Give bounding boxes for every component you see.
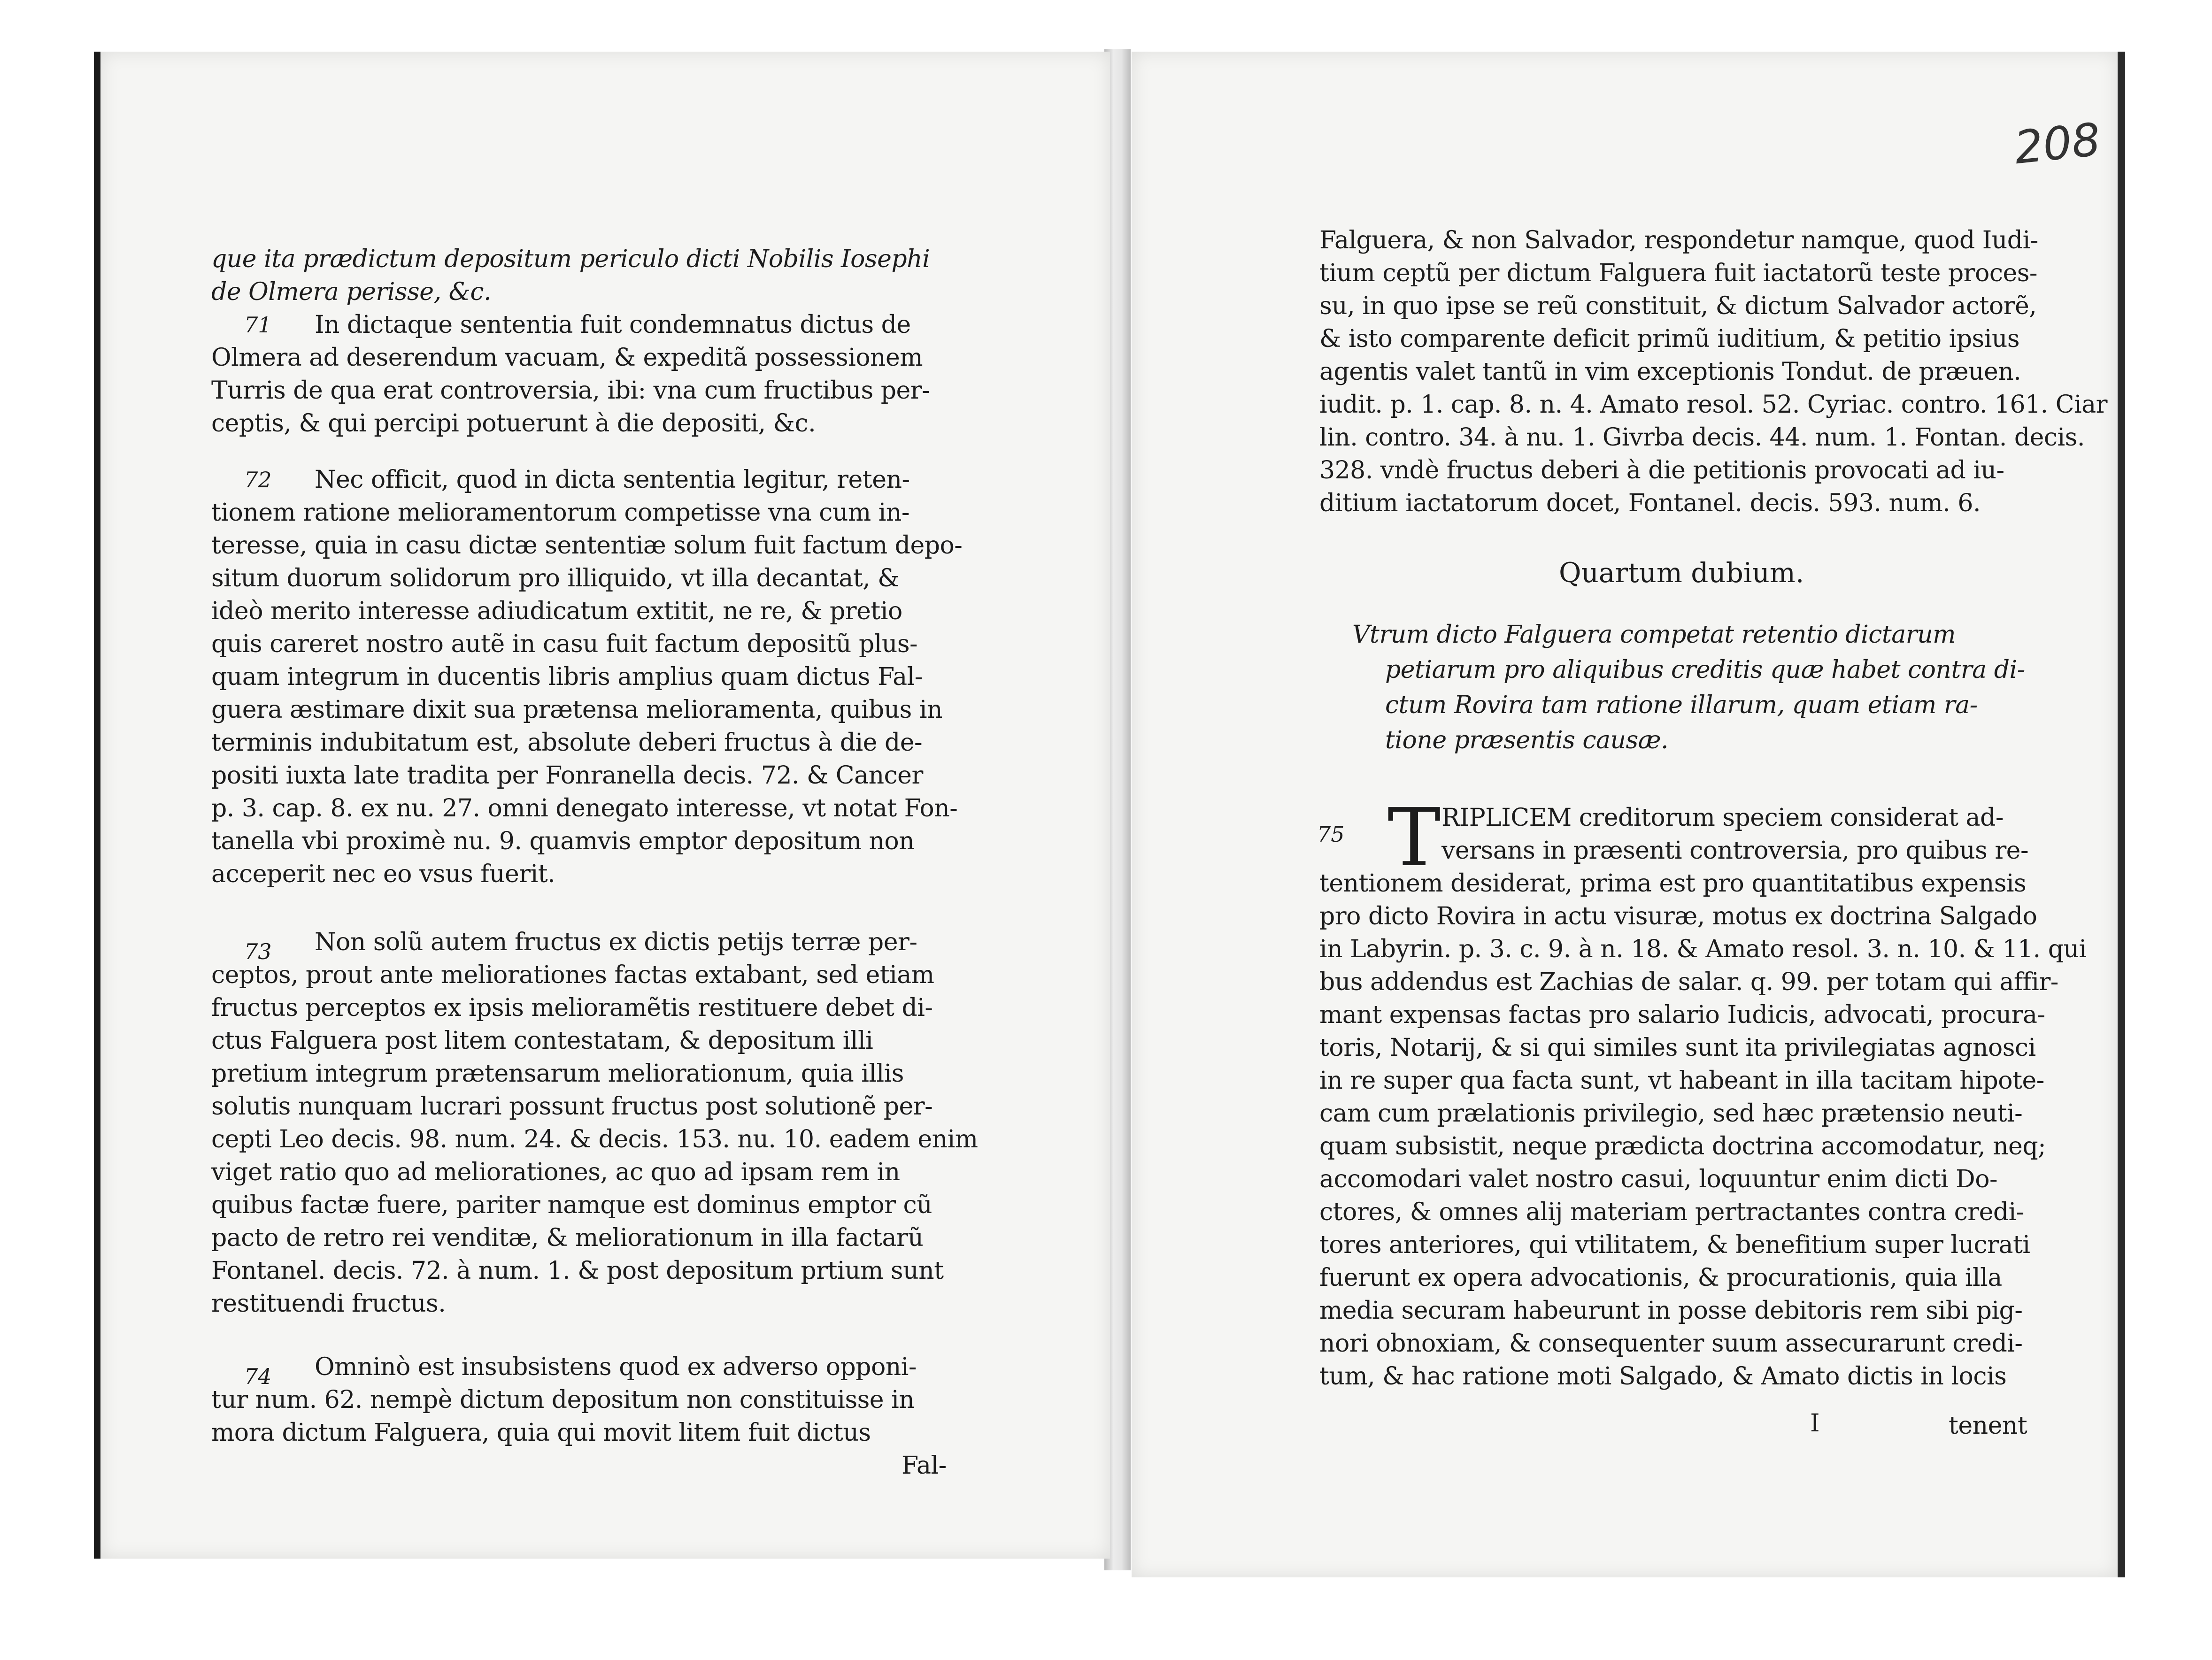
text-line: viget ratio quo ad meliorationes, ac quo ad ipsam rem in xyxy=(211,1158,900,1186)
text-line: ctores, & omnes alij materiam pertractantes contra credi- xyxy=(1319,1198,2024,1226)
paragraph-number: 73 xyxy=(244,939,272,964)
text-line: quam subsistit, neque prædicta doctrina accomodatur, neq; xyxy=(1319,1132,2046,1160)
text-line: tanella vbi proximè nu. 9. quamvis emptor depositum non xyxy=(211,827,915,855)
text-line: in re super qua facta sunt, vt habeant in illa tacitam hipote- xyxy=(1319,1067,2044,1095)
text-line: Olmera ad deserendum vacuam, & expeditã possessionem xyxy=(211,344,923,372)
text-line: mora dictum Falguera, quia qui movit litem fuit dictus xyxy=(211,1419,871,1447)
text-line: Falguera, & non Salvador, respondetur namque, quod Iudi- xyxy=(1319,226,2038,254)
text-line: lin. contro. 34. à nu. 1. Givrba decis. 44. num. 1. Fontan. decis. xyxy=(1319,423,2085,452)
text-line: Turris de qua erat controversia, ibi: vna cum fructibus per- xyxy=(211,377,930,405)
text-line: tores anteriores, qui vtilitatem, & benefitium super lucrati xyxy=(1319,1231,2030,1259)
text-line: ceptos, prout ante meliorationes factas extabant, sed etiam xyxy=(211,961,934,989)
text-line: iudit. p. 1. cap. 8. n. 4. Amato resol. 52. Cyriac. contro. 161. Ciar xyxy=(1319,391,2107,419)
text-line: bus addendus est Zachias de salar. q. 99. per totam qui affir- xyxy=(1319,968,2058,996)
text-line: restituendi fructus. xyxy=(211,1290,446,1318)
text-line: & isto comparente deficit primũ iuditium, & petitio ipsius xyxy=(1319,325,2020,353)
text-line: terminis indubitatum est, absolute deberi fructus à die de- xyxy=(211,729,923,757)
text-line: tentionem desiderat, prima est pro quantitatibus expensis xyxy=(1319,869,2027,898)
text-line: nori obnoxiam, & consequenter suum assecurarunt credi- xyxy=(1319,1330,2023,1358)
text-line: teresse, quia in casu dictæ sententiæ solum fuit factum depo- xyxy=(211,531,963,560)
text-line: Omninò est insubsistens quod ex adverso opponi- xyxy=(315,1353,917,1381)
text-line: ctus Falguera post litem contestatam, & depositum illi xyxy=(211,1027,873,1055)
catchword: Fal- xyxy=(902,1452,947,1480)
text-line: tium ceptũ per dictum Falguera fuit iactatorũ teste proces- xyxy=(1319,259,2037,287)
text-line: quam integrum in ducentis libris amplius quam dictus Fal- xyxy=(211,663,923,691)
text-line: mant expensas factas pro salario Iudicis, advocati, procura- xyxy=(1319,1001,2045,1029)
text-line: de Olmera perisse, &c. xyxy=(211,278,492,306)
text-line: fructus perceptos ex ipsis melioramẽtis restituere debet di- xyxy=(211,994,933,1022)
paragraph-number: 71 xyxy=(244,312,272,338)
text-line: su, in quo ipse se reũ constituit, & dictum Salvador actorẽ, xyxy=(1319,292,2037,320)
text-line: tur num. 62. nempè dictum depositum non constituisse in xyxy=(211,1386,915,1414)
text-line: positi iuxta late tradita per Fonranella decis. 72. & Cancer xyxy=(211,761,923,790)
text-line: pacto de retro rei venditæ, & meliorationum in illa factarũ xyxy=(211,1224,924,1252)
paragraph-number: 75 xyxy=(1317,822,1345,847)
text-line: ideò merito interesse adiudicatum extitit, ne re, & pretio xyxy=(211,597,902,625)
text-line: quis careret nostro autẽ in casu fuit factum depositũ plus- xyxy=(211,630,918,658)
question-line: Vtrum dicto Falguera competat retentio dictarum xyxy=(1352,621,1956,649)
text-line: ditium iactatorum docet, Fontanel. decis. 593. num. 6. xyxy=(1319,489,1981,517)
text-line: situm duorum solidorum pro illiquido, vt illa decantat, & xyxy=(211,564,899,592)
text-line: pro dicto Rovira in actu visuræ, motus ex doctrina Salgado xyxy=(1319,902,2037,930)
text-line: agentis valet tantũ in vim exceptionis Tondut. de præuen. xyxy=(1319,358,2021,386)
text-line: pretium integrum prætensarum meliorationum, quia illis xyxy=(211,1060,904,1088)
text-line: accomodari valet nostro casui, loquuntur enim dicti Do- xyxy=(1319,1165,1998,1193)
text-line: fuerunt ex opera advocationis, & procurationis, quia illa xyxy=(1319,1264,2002,1292)
signature-mark: I xyxy=(1810,1409,1820,1437)
text-line: quibus factæ fuere, pariter namque est dominus emptor cũ xyxy=(211,1191,933,1219)
text-line: acceperit nec eo vsus fuerit. xyxy=(211,860,555,888)
text-line: solutis nunquam lucrari possunt fructus post solutionẽ per- xyxy=(211,1092,933,1121)
text-line: Non solũ autem fructus ex dictis petijs terræ per- xyxy=(315,928,917,956)
text-line: toris, Notarij, & si qui similes sunt ita privilegiatas agnosci xyxy=(1319,1034,2036,1062)
text-line: versans in præsenti controversia, pro quibus re- xyxy=(1441,837,2029,865)
text-line: Fontanel. decis. 72. à num. 1. & post depositum prtium sunt xyxy=(211,1257,944,1285)
text-line: In dictaque sententia fuit condemnatus dictus de xyxy=(315,311,911,339)
text-line: in Labyrin. p. 3. c. 9. à n. 18. & Amato resol. 3. n. 10. & 11. qui xyxy=(1319,935,2087,963)
drop-cap-letter: T xyxy=(1387,792,1441,884)
catchword: tenent xyxy=(1949,1412,2027,1440)
question-line: tione præsentis causæ. xyxy=(1385,726,1669,754)
folio-number: 208 xyxy=(2012,113,2103,175)
text-line: p. 3. cap. 8. ex nu. 27. omni denegato interesse, vt notat Fon- xyxy=(211,794,958,822)
question-line: ctum Rovira tam ratione illarum, quam etiam ra- xyxy=(1385,691,1978,719)
text-line: Nec officit, quod in dicta sententia legitur, reten- xyxy=(315,466,910,494)
text-line: ceptis, & qui percipi potuerunt à die depositi, &c. xyxy=(211,409,816,438)
text-line: cepti Leo decis. 98. num. 24. & decis. 153. nu. 10. eadem enim xyxy=(211,1125,978,1153)
text-line: tionem ratione melioramentorum competisse vna cum in- xyxy=(211,499,909,527)
text-line: cam cum prælationis privilegio, sed hæc prætensio neuti- xyxy=(1319,1099,2023,1128)
paragraph-number: 72 xyxy=(244,467,272,492)
text-line: media securam habeurunt in posse debitoris rem sibi pig- xyxy=(1319,1297,2023,1325)
text-line: tum, & hac ratione moti Salgado, & Amato dictis in locis xyxy=(1319,1362,2007,1391)
text-line: 328. vndè fructus deberi à die petitionis provocati ad iu- xyxy=(1319,456,2004,484)
section-heading: Quartum dubium. xyxy=(1559,557,1804,589)
question-line: petiarum pro aliquibus creditis quæ habet contra di- xyxy=(1385,656,2025,684)
paragraph-number: 74 xyxy=(244,1364,272,1389)
text-line: RIPLICEM creditorum speciem considerat ad- xyxy=(1441,804,2004,832)
text-line: que ita prædictum depositum periculo dicti Nobilis Iosephi xyxy=(211,245,930,273)
text-line: guera æstimare dixit sua prætensa melioramenta, quibus in xyxy=(211,696,942,724)
